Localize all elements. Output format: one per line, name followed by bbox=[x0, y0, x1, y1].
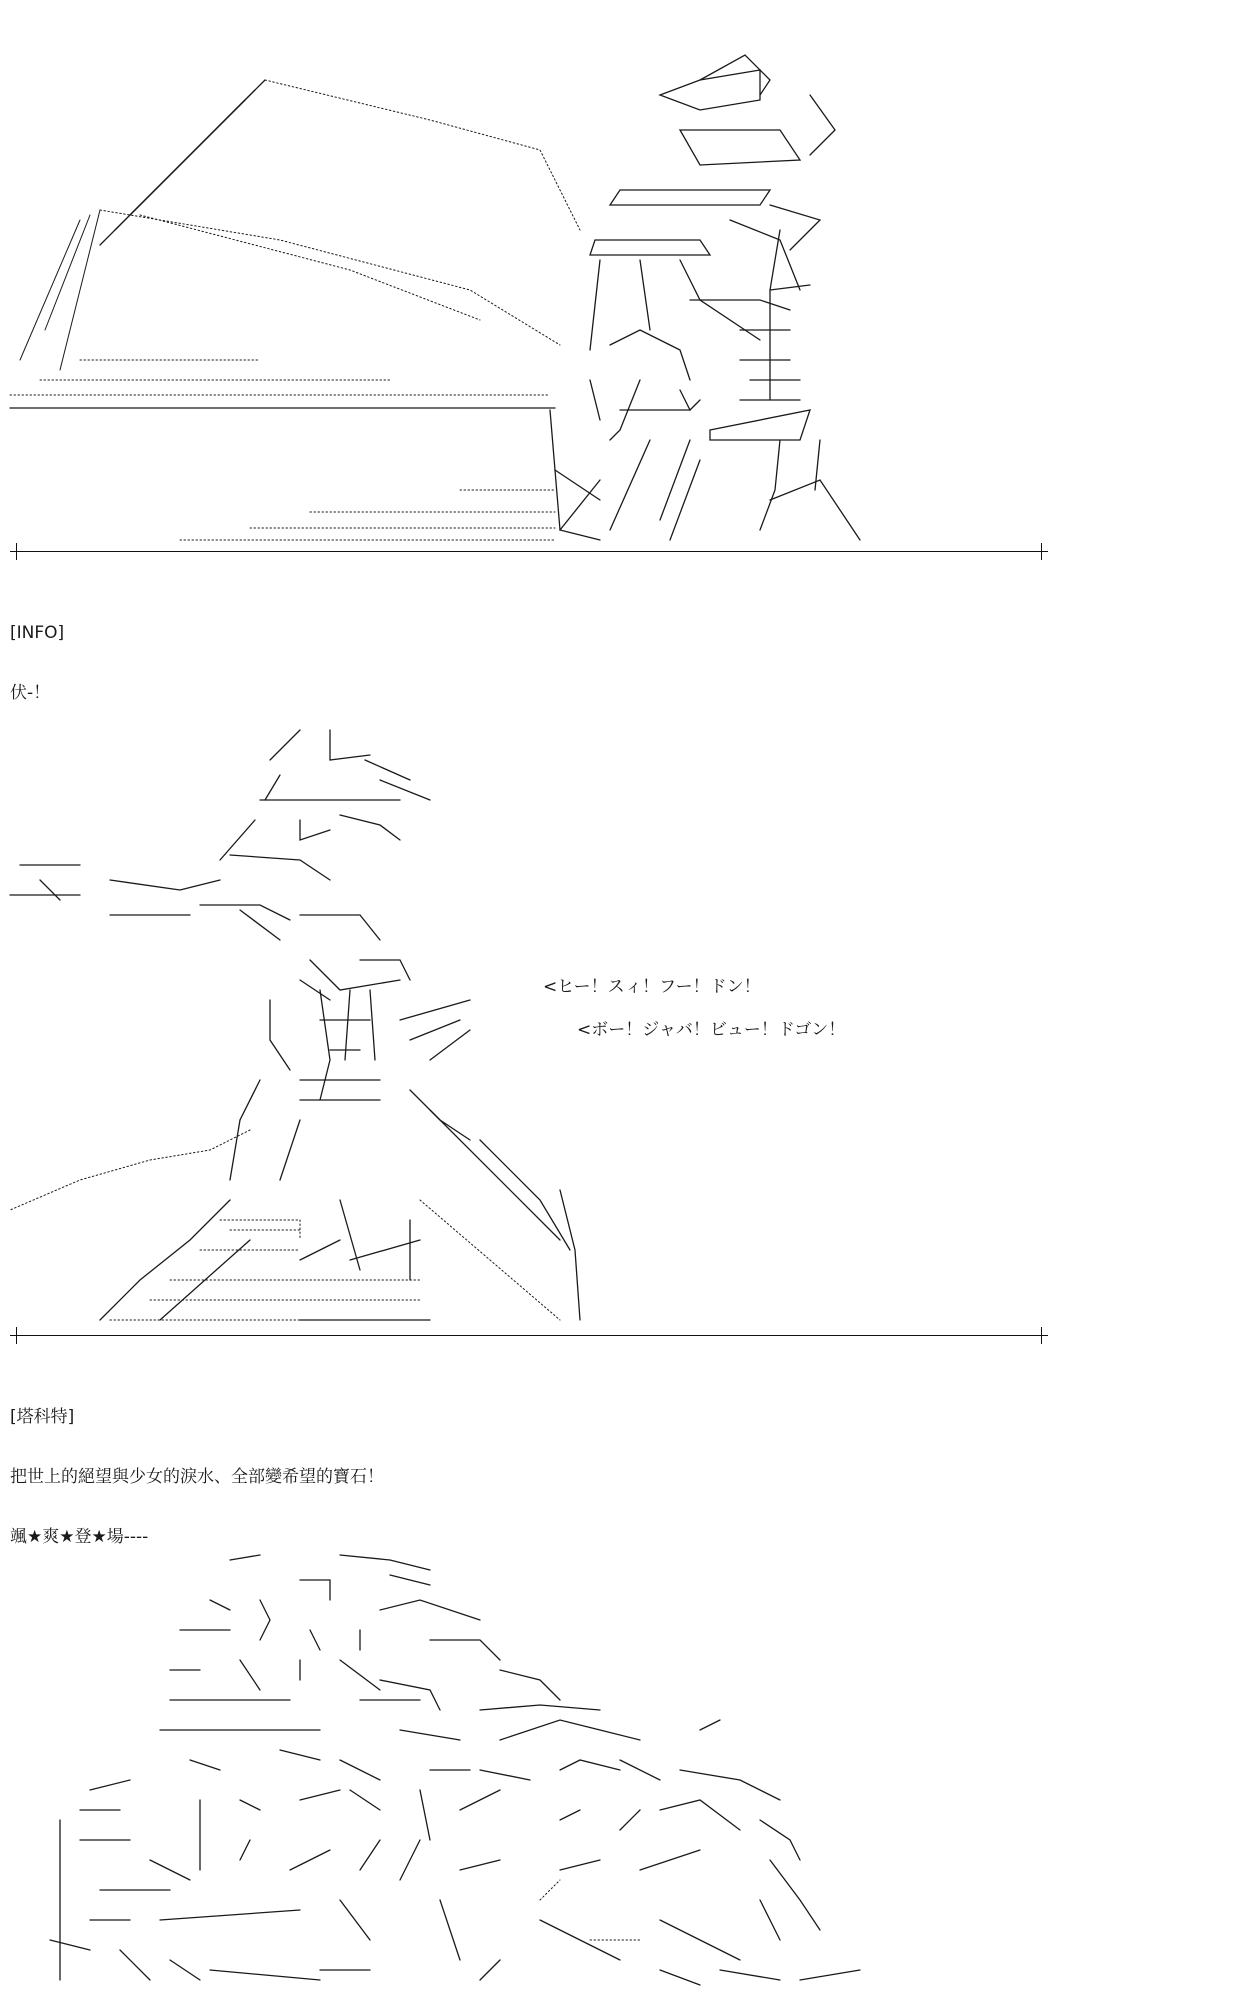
panel-3-ascii-art bbox=[0, 1540, 1250, 2000]
panel-2-ascii-art bbox=[0, 720, 1250, 1330]
caption-speaker: [塔科特] bbox=[10, 1407, 75, 1427]
caption-line: 把世上的絕望與少女的淚水、全部變希望的寶石！ bbox=[10, 1467, 384, 1487]
caption-2 bbox=[10, 1367, 384, 1567]
caption-1 bbox=[10, 583, 64, 723]
caption-speaker: [INFO] bbox=[10, 623, 65, 643]
caption-line: 颯★爽★登★場---- bbox=[10, 1527, 149, 1547]
panel-1-ascii-art bbox=[0, 0, 1250, 560]
panel-divider-2 bbox=[10, 1335, 1048, 1336]
panel-divider-1 bbox=[10, 551, 1048, 552]
sfx-line-2: <ボー！ジャバ！ビュー！ドゴン！ bbox=[577, 1020, 846, 1040]
caped-figure-art bbox=[0, 0, 1250, 560]
figure-entrance-art bbox=[0, 1540, 1250, 2000]
caption-line: 伏-！ bbox=[10, 683, 51, 703]
sfx-line-1: <ヒー！スィ！フー！ドン！ bbox=[543, 977, 761, 997]
